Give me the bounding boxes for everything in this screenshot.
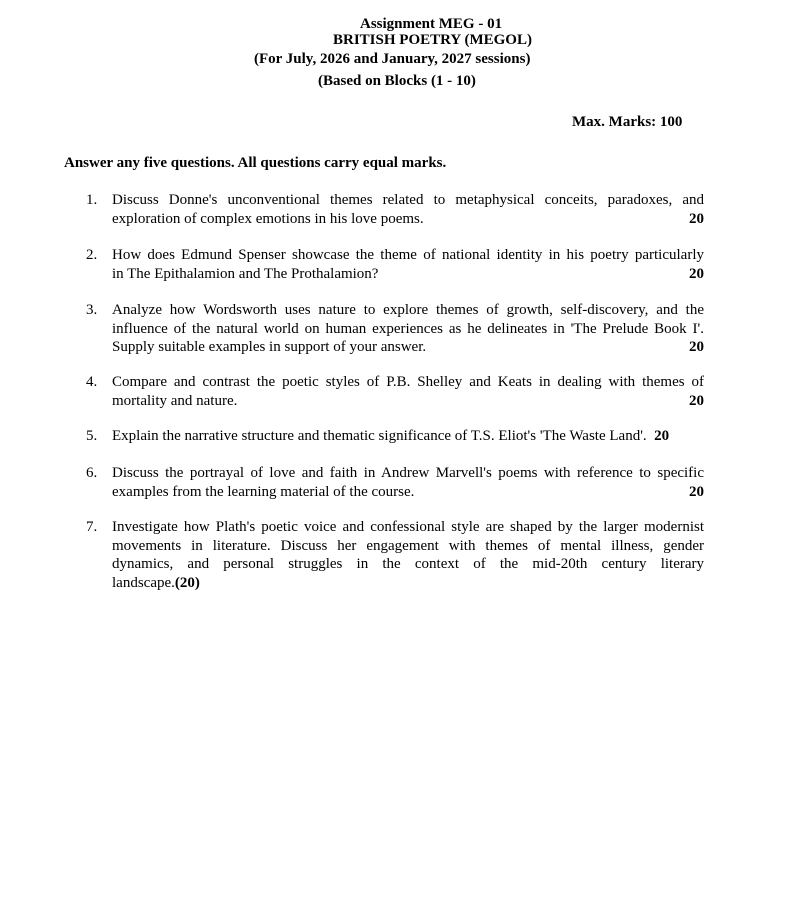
question-item <box>86 427 704 446</box>
question-last-line <box>112 392 704 411</box>
question-item <box>86 191 704 228</box>
question-item <box>86 246 704 283</box>
question-text-line: movements in literature. Discuss her engagement with themes of mental illness, gender <box>112 537 704 554</box>
question-single-line <box>112 427 704 446</box>
question-text-line: How does Edmund Spenser showcase the theme of national identity in his poetry particularly <box>112 247 704 263</box>
question-number: 2. <box>86 247 98 263</box>
question-marks: (20) <box>174 574 200 591</box>
question-marks: 20 <box>689 339 704 355</box>
question-item <box>86 301 704 357</box>
question-last-line <box>112 265 704 284</box>
question-text-line: landscape. <box>112 574 175 591</box>
question-number: 7. <box>86 519 98 535</box>
question-number: 5. <box>86 428 98 444</box>
question-number: 6. <box>86 465 98 481</box>
question-text-line: Investigate how Plath's poetic voice and confessional style are shaped by the larger modernist <box>112 519 704 535</box>
question-text-line: exploration of complex emotions in his love poems. <box>112 210 424 227</box>
question-item <box>86 518 704 592</box>
question-marks: 20 <box>654 428 670 444</box>
question-text-line: Analyze how Wordsworth uses nature to explore themes of growth, self-discovery, and the <box>112 302 704 318</box>
question-text-line: Discuss the portrayal of love and faith in Andrew Marvell's poems with reference to specific <box>112 465 704 481</box>
question-text-line: mortality and nature. <box>112 392 238 409</box>
question-text-line: examples from the learning material of the course. <box>112 483 415 500</box>
question-marks: 20 <box>689 265 704 282</box>
question-text-line: Compare and contrast the poetic styles of P.B. Shelley and Keats in dealing with themes of <box>112 374 704 390</box>
question-last-line <box>112 574 704 593</box>
max-marks: Max. Marks: 100 <box>572 114 683 130</box>
instructions: Answer any five questions. All questions carry equal marks. <box>64 155 447 171</box>
question-text-line: in The Epithalamion and The Prothalamion? <box>112 265 379 282</box>
question-last-line <box>112 338 704 357</box>
question-text-line: Explain the narrative structure and thematic significance of T.S. Eliot's 'The Waste Land'. <box>112 428 647 444</box>
question-marks: 20 <box>689 392 704 409</box>
question-text-line: Discuss Donne's unconventional themes related to metaphysical conceits, paradoxes, and <box>112 192 704 208</box>
session-info: (For July, 2026 and January, 2027 sessions) <box>254 51 531 67</box>
assignment-title: Assignment MEG - 01 <box>360 16 503 32</box>
question-text-line: Supply suitable examples in support of your answer. <box>112 339 427 355</box>
course-title: BRITISH POETRY (MEGOL) <box>333 32 532 48</box>
question-number: 3. <box>86 302 98 318</box>
question-marks: 20 <box>689 210 704 227</box>
question-number: 1. <box>86 192 98 208</box>
question-number: 4. <box>86 374 98 390</box>
question-item <box>86 464 704 501</box>
question-marks: 20 <box>689 483 704 500</box>
blocks-info: (Based on Blocks (1 - 10) <box>318 73 476 89</box>
question-item <box>86 373 704 410</box>
question-last-line <box>112 483 704 502</box>
question-last-line <box>112 210 704 229</box>
question-text-line: influence of the natural world on human experiences as he delineates in 'The Prelude Book I'. <box>112 320 704 337</box>
question-text-line: dynamics, and personal struggles in the context of the mid-20th century literary <box>112 556 704 572</box>
